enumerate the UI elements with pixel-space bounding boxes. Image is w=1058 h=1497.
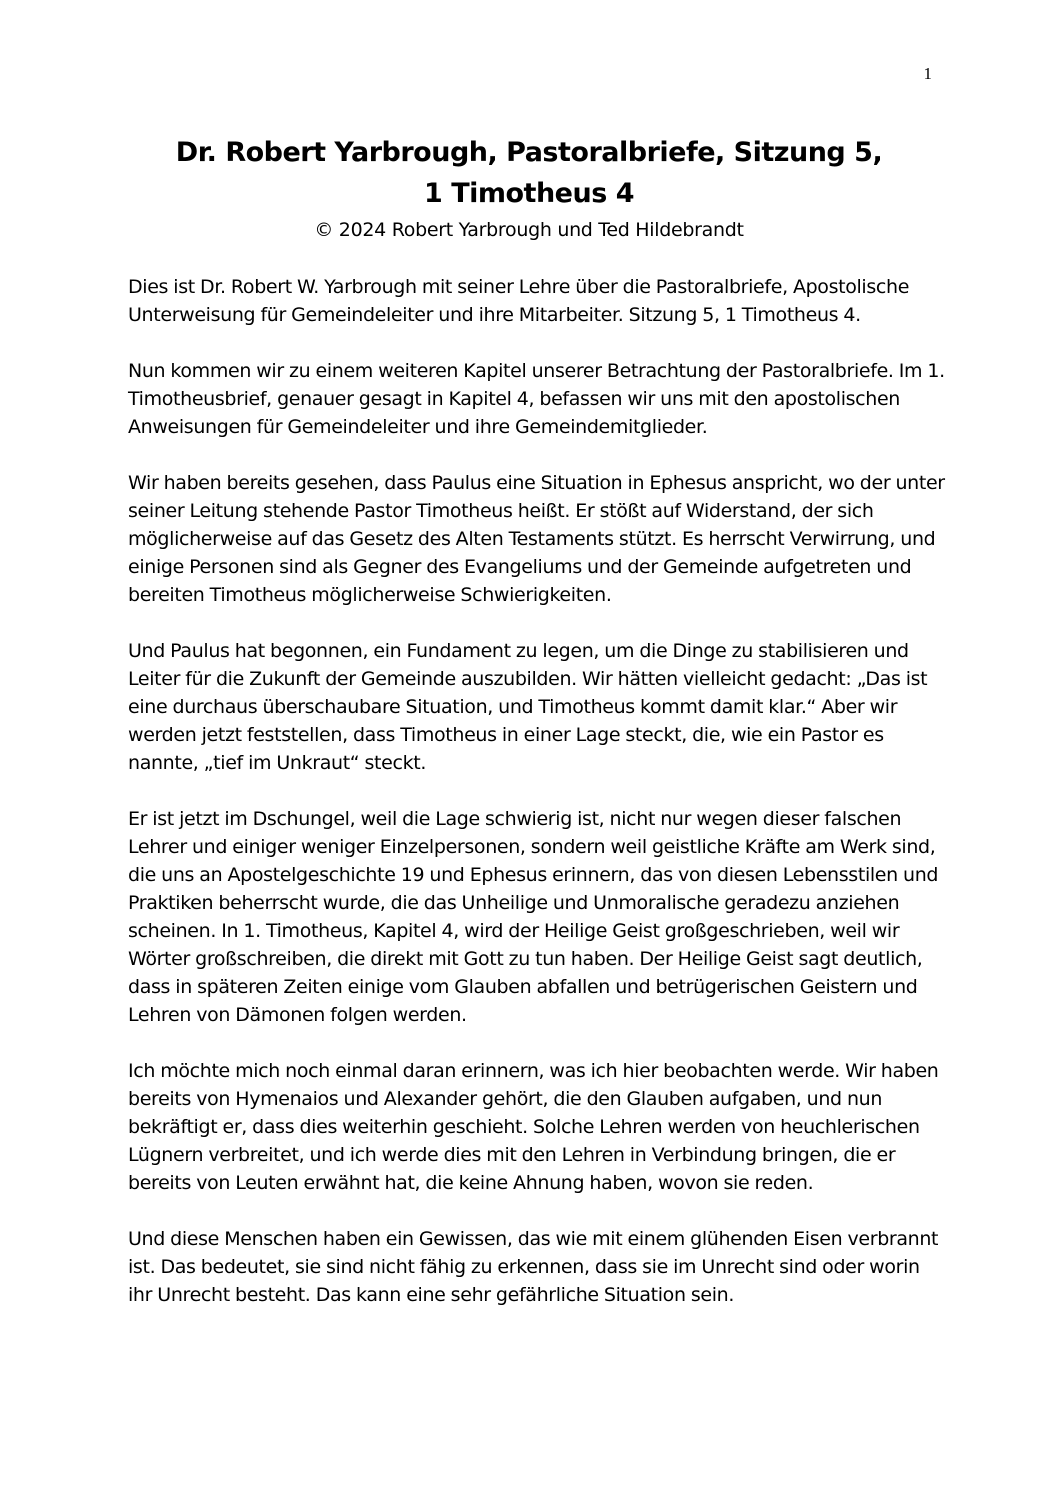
title-line-1: Dr. Robert Yarbrough, Pastoralbriefe, Sitzung 5, <box>175 137 883 168</box>
document-body <box>128 273 948 1337</box>
copyright-notice: © 2024 Robert Yarbrough und Ted Hildebrandt <box>314 219 744 241</box>
paragraph-4: Und Paulus hat begonnen, ein Fundament zu legen, um die Dinge zu stabilisieren und Leiter für die Zukunft der Gemeinde auszubilden. Wir hätten vielleicht gedacht: „Das ist eine durchaus überschaubare Situation, und Timotheus kommt damit klar.“ Aber wir werden jetzt feststellen, dass Timotheus in einer Lage steckt, die, wie ein Pastor es nannte, „tief im Unkraut“ steckt. <box>128 640 928 774</box>
paragraph-2: Nun kommen wir zu einem weiteren Kapitel unserer Betrachtung der Pastoralbriefe. Im 1. Timotheusbrief, genauer gesagt in Kapitel 4, befassen wir uns mit den apostolischen Anweisungen für Gemeindeleiter und ihre Gemeindemitglieder. <box>128 360 945 438</box>
paragraph-7: Und diese Menschen haben ein Gewissen, das wie mit einem glühenden Eisen verbrannt ist. Das bedeutet, sie sind nicht fähig zu erkennen, dass sie im Unrecht sind oder worin ihr Unrecht besteht. Das kann eine sehr gefährliche Situation sein. <box>128 1228 939 1306</box>
paragraph-6: Ich möchte mich noch einmal daran erinnern, was ich hier beobachten werde. Wir haben bereits von Hymenaios und Alexander gehört, die den Glauben aufgaben, und nun bekräftigt er, dass dies weiterhin geschieht. Solche Lehren werden von heuchlerischen Lügnern verbreitet, und ich werde dies mit den Lehren in Verbindung bringen, die er bereits von Leuten erwähnt hat, die keine Ahnung haben, wovon sie reden. <box>128 1060 939 1194</box>
page-number: 1 <box>923 64 932 83</box>
paragraph-1: Dies ist Dr. Robert W. Yarbrough mit seiner Lehre über die Pastoralbriefe, Apostolische Unterweisung für Gemeindeleiter und ihre Mitarbeiter. Sitzung 5, 1 Timotheus 4. <box>128 276 910 326</box>
paragraph-3: Wir haben bereits gesehen, dass Paulus eine Situation in Ephesus anspricht, wo der unter seiner Leitung stehende Pastor Timotheus heißt. Er stößt auf Widerstand, der sich möglicherweise auf das Gesetz des Alten Testaments stützt. Es herrscht Verwirrung, und einige Personen sind als Gegner des Evangeliums und der Gemeinde aufgetreten und bereiten Timotheus möglicherweise Schwierigkeiten. <box>128 472 945 606</box>
title-line-2: 1 Timotheus 4 <box>424 178 634 209</box>
paragraph-5: Er ist jetzt im Dschungel, weil die Lage schwierig ist, nicht nur wegen dieser falschen Lehrer und einiger weniger Einzelpersonen, sondern weil geistliche Kräfte am Werk sind, die uns an Apostelgeschichte 19 und Ephesus erinnern, das von diesen Lebensstilen und Praktiken beherrscht wurde, die das Unheilige und Unmoralische geradezu anziehen scheinen. In 1. Timotheus, Kapitel 4, wird der Heilige Geist großgeschrieben, weil wir Wörter großschreiben, die direkt mit Gott zu tun haben. Der Heilige Geist sagt deutlich, dass in späteren Zeiten einige vom Glauben abfallen und betrügerischen Geistern und Lehren von Dämonen folgen werden. <box>128 808 939 1026</box>
document-title <box>0 132 1058 214</box>
